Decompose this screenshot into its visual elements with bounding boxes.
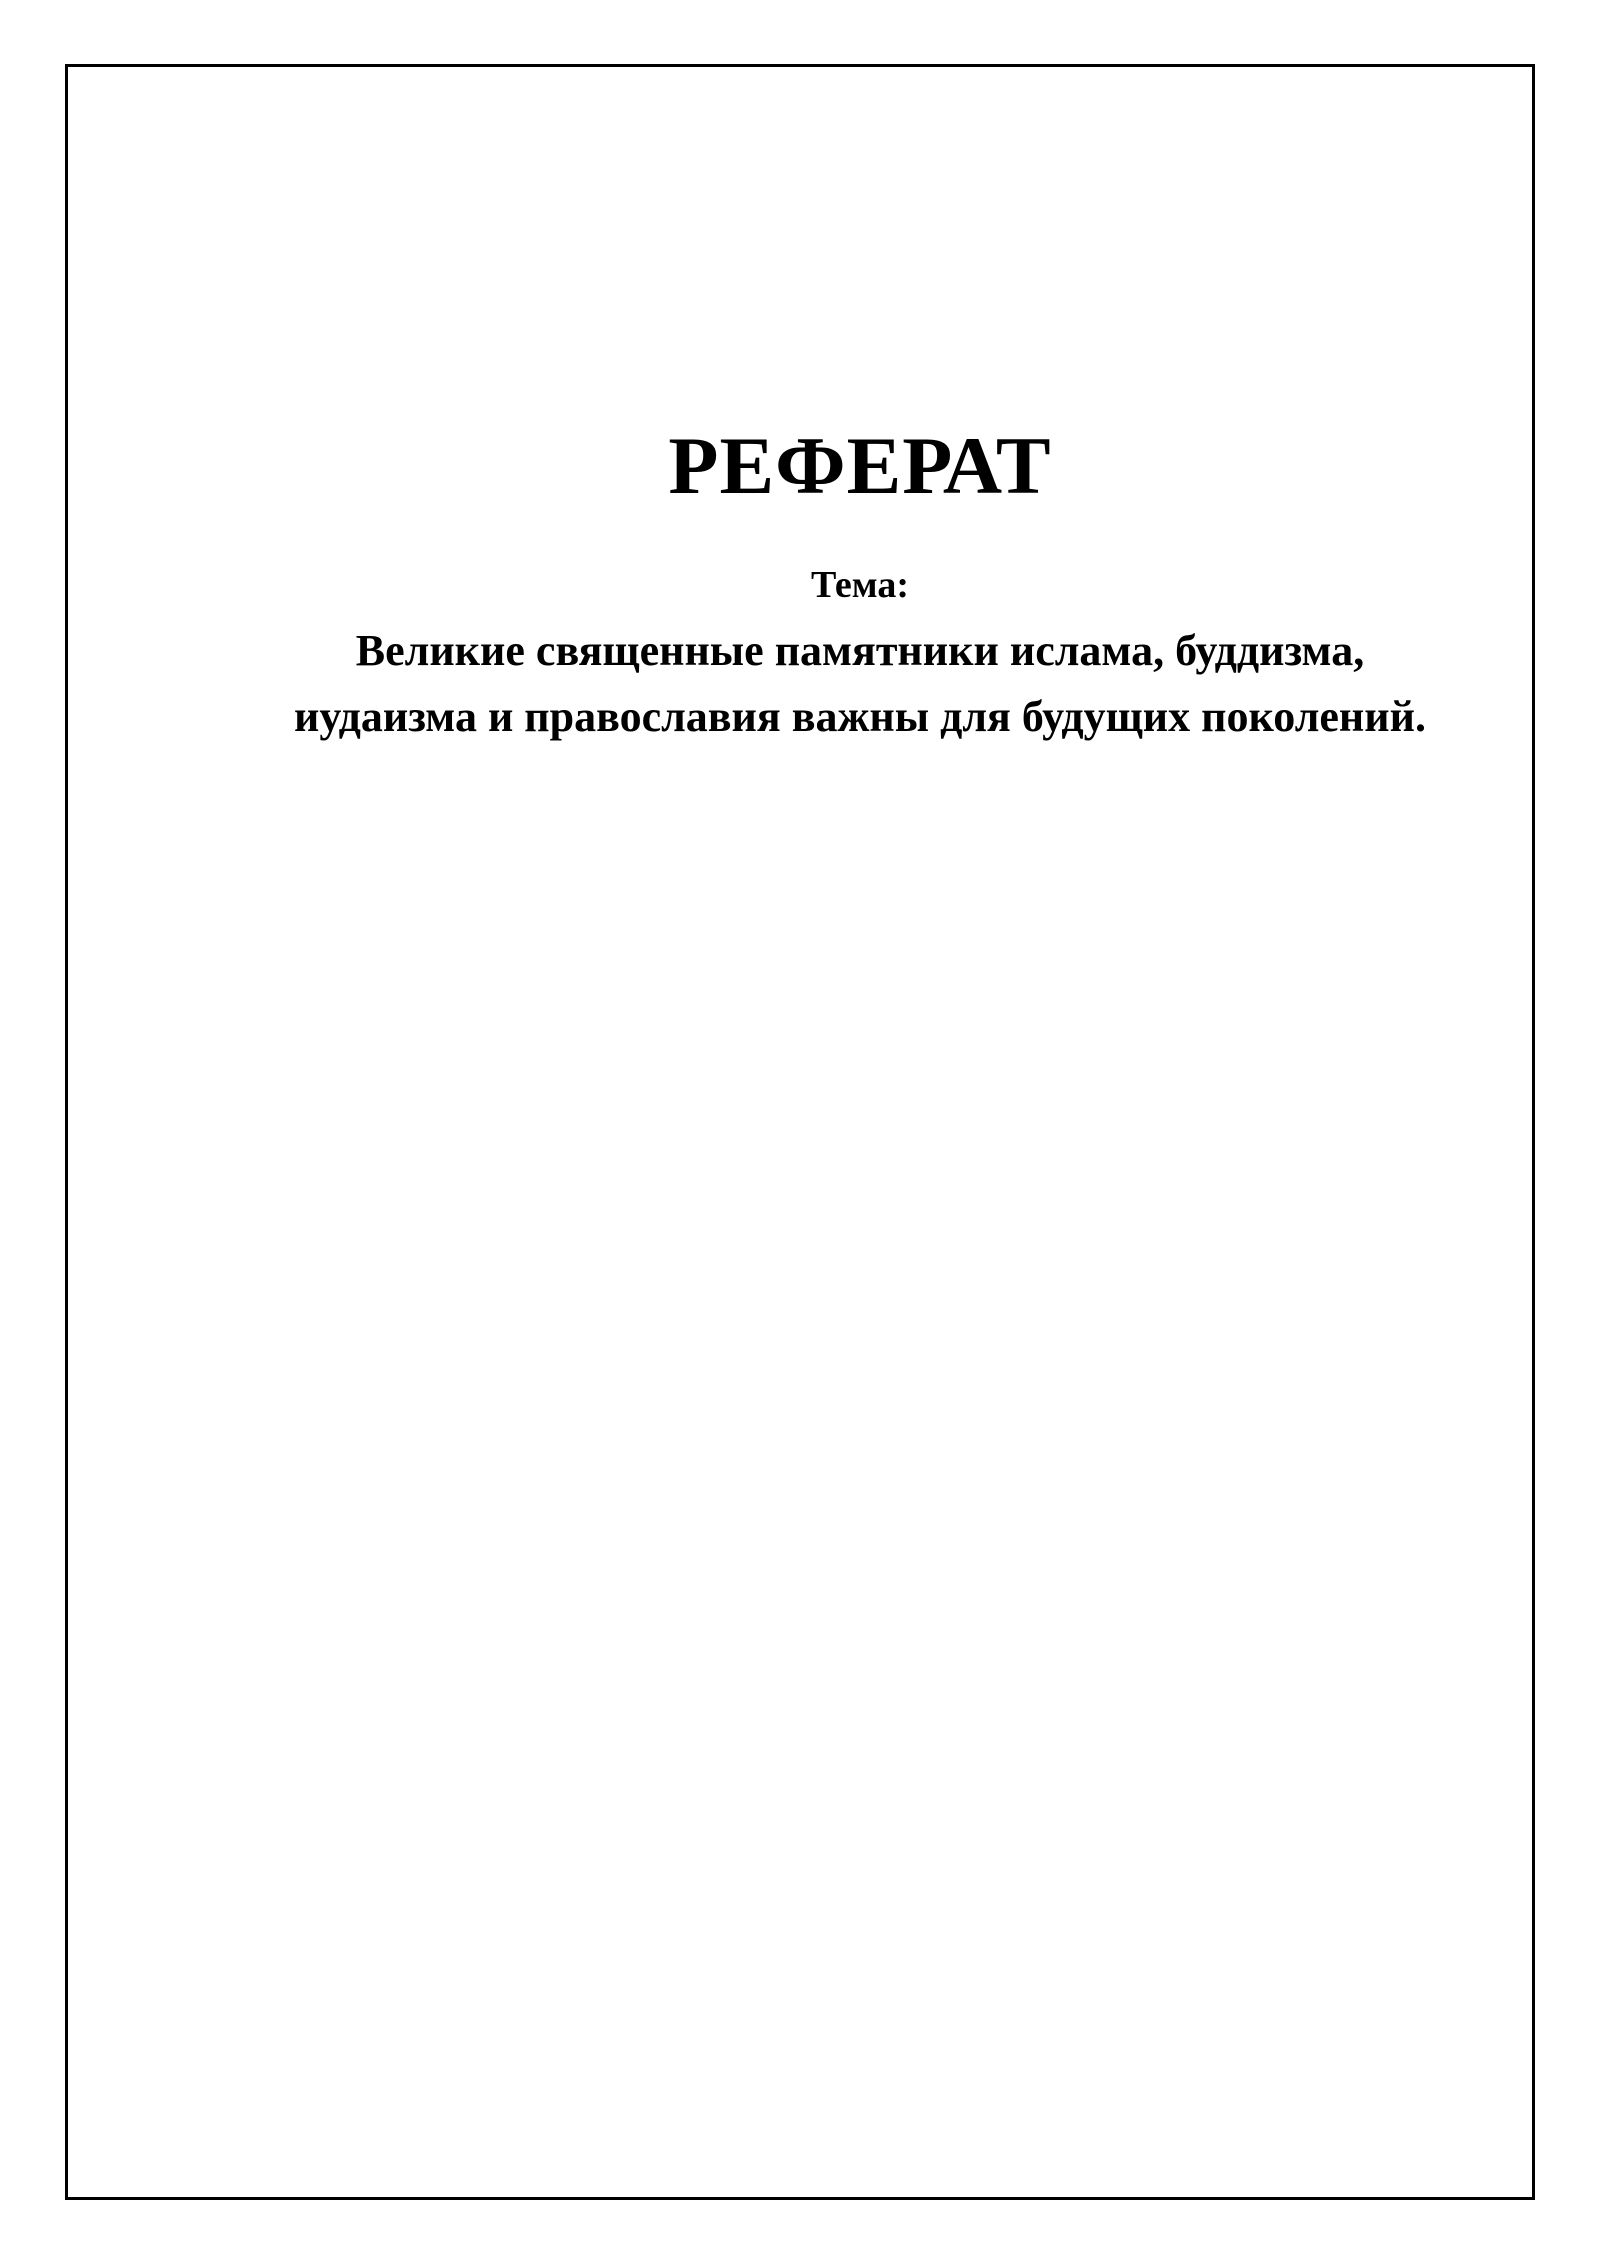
- page-border-frame: [65, 64, 1535, 2200]
- document-title: РЕФЕРАТ: [668, 420, 1052, 511]
- topic-text: [0, 618, 1600, 750]
- topic-line-1: Великие священные памятники ислама, буддизма,: [355, 626, 1365, 675]
- topic-label: Тема:: [810, 564, 910, 606]
- topic-line-2: иудаизма и православия важны для будущих поколений.: [294, 692, 1426, 741]
